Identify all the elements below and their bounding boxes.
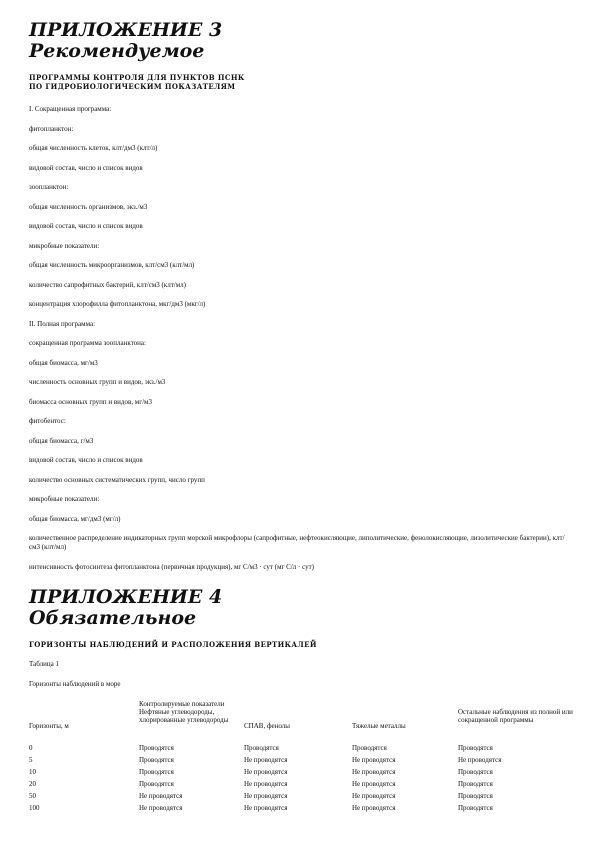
table-row	[29, 744, 574, 756]
table-label: Таблица 1	[29, 660, 59, 668]
text-line: видовой состав, число и список видов	[29, 222, 143, 230]
text-line: микробные показатели:	[29, 495, 100, 503]
text-line: фитобентос:	[29, 417, 66, 425]
text-line: общая биомасса, г/м3	[29, 437, 94, 445]
text-line: видовой состав, число и список видов	[29, 456, 143, 464]
text-line: I. Сокращенная программа:	[29, 105, 112, 113]
text-line: фитопланктон:	[29, 125, 74, 133]
table-cell: Не проводятся	[244, 792, 288, 800]
table-cell: Не проводятся	[352, 792, 396, 800]
table-header-cell	[29, 700, 139, 708]
table-row	[29, 768, 574, 780]
table-group-header-row	[29, 700, 574, 708]
appendix-3-heading-line-1: ПРОГРАММЫ КОНТРОЛЯ ДЛЯ ПУНКТОВ ПСНК	[29, 73, 245, 82]
table-cell: Не проводятся	[139, 804, 183, 812]
table-cell: 100	[29, 804, 40, 812]
appendix-4-subtitle: Обязательное	[29, 607, 197, 629]
table-cell: Не проводятся	[352, 780, 396, 788]
table-title: Горизонты наблюдений в море	[29, 680, 121, 688]
text-line: общая биомасса, мг/дм3 (мг/л)	[29, 515, 121, 523]
text-line: микробные показатели:	[29, 242, 100, 250]
text-paragraph: количественное распределение индикаторных групп морской микрофлоры (сапрофитные, нефтеокисляющие, липолитические, фенолокисляющие, лизолитические бактерии), клт/см3 (клт/мл)	[29, 534, 565, 551]
text-line: биомасса основных групп и видов, мг/м3	[29, 398, 152, 406]
table-cell: Проводятся	[139, 756, 174, 764]
table-group-header: Контролируемые показатели	[139, 700, 225, 708]
table-cell: 50	[29, 792, 36, 800]
text-line: зоопланктон:	[29, 183, 69, 191]
table-cell: Проводятся	[352, 744, 387, 752]
table-cell: Проводятся	[458, 792, 493, 800]
table-cell: Не проводятся	[244, 756, 288, 764]
text-line: сокращенная программа зоопланктона:	[29, 339, 146, 347]
table-cell: Не проводятся	[244, 768, 288, 776]
table-header-cell: СПАВ, фенолы	[244, 722, 290, 730]
text-line: общая численность микроорганизмов, клт/см3 (клт/мл)	[29, 261, 195, 269]
table-header-cell: Остальные наблюдения из полной или сокращенной программы	[458, 708, 573, 724]
table-cell: Проводятся	[458, 768, 493, 776]
text-line: количество сапрофитных бактерий, клт/см3 (клт/мл)	[29, 281, 186, 289]
table-cell: Не проводятся	[458, 756, 502, 764]
text-line: концентрация хлорофилла фитопланктона, мкг/дм3 (мкг/л)	[29, 300, 206, 308]
table-cell: Проводятся	[458, 804, 493, 812]
table-cell: Не проводятся	[139, 792, 183, 800]
table-row	[29, 780, 574, 792]
table-row	[29, 804, 574, 816]
table-cell: Проводятся	[458, 780, 493, 788]
table-header-cell: Горизонты, м	[29, 722, 69, 730]
table-cell: Проводятся	[139, 780, 174, 788]
table-cell: Не проводятся	[244, 804, 288, 812]
appendix-3-title: ПРИЛОЖЕНИЕ 3	[29, 19, 223, 41]
text-line: количество основных систематических групп, число групп	[29, 476, 205, 484]
table-cell: 0	[29, 744, 33, 752]
appendix-4-heading: ГОРИЗОНТЫ НАБЛЮДЕНИЙ И РАСПОЛОЖЕНИЯ ВЕРТИКАЛЕЙ	[29, 640, 317, 649]
table-row	[29, 792, 574, 804]
table-cell: 20	[29, 780, 36, 788]
table-cell: Проводятся	[244, 744, 279, 752]
table-cell: Проводятся	[139, 744, 174, 752]
text-line: общая численность организмов, экз./м3	[29, 203, 148, 211]
observation-horizons-table	[29, 700, 574, 816]
table-header-cell: Нефтяные углеводороды, хлорированные углеводороды	[139, 708, 229, 724]
table-cell: Не проводятся	[352, 756, 396, 764]
table-cell: Проводятся	[139, 768, 174, 776]
table-cell: Проводятся	[458, 744, 493, 752]
table-cell: Не проводятся	[352, 768, 396, 776]
table-cell: 5	[29, 756, 33, 764]
table-cell: Не проводятся	[244, 780, 288, 788]
table-cell: Не проводятся	[352, 804, 396, 812]
appendix-3-heading-line-2: ПО ГИДРОБИОЛОГИЧЕСКИМ ПОКАЗАТЕЛЯМ	[29, 82, 236, 91]
appendix-3-subtitle: Рекомендуемое	[29, 40, 205, 62]
table-row	[29, 756, 574, 768]
text-line: численность основных групп и видов, экз./м3	[29, 378, 166, 386]
table-cell: 10	[29, 768, 36, 776]
table-header-row	[29, 708, 574, 744]
table-header-cell: Тяжелые металлы	[352, 722, 406, 730]
appendix-4-title: ПРИЛОЖЕНИЕ 4	[29, 586, 223, 608]
text-line: II. Полная программа:	[29, 320, 96, 328]
text-line: видовой состав, число и список видов	[29, 164, 143, 172]
text-line: общая численность клеток, клт/дм3 (клт/л)	[29, 144, 158, 152]
text-line: общая биомасса, мг/м3	[29, 359, 98, 367]
text-line: интенсивность фотосинтеза фитопланктона (первичная продукция), мг С/м3 · сут (мг С/л · сут)	[29, 563, 314, 571]
